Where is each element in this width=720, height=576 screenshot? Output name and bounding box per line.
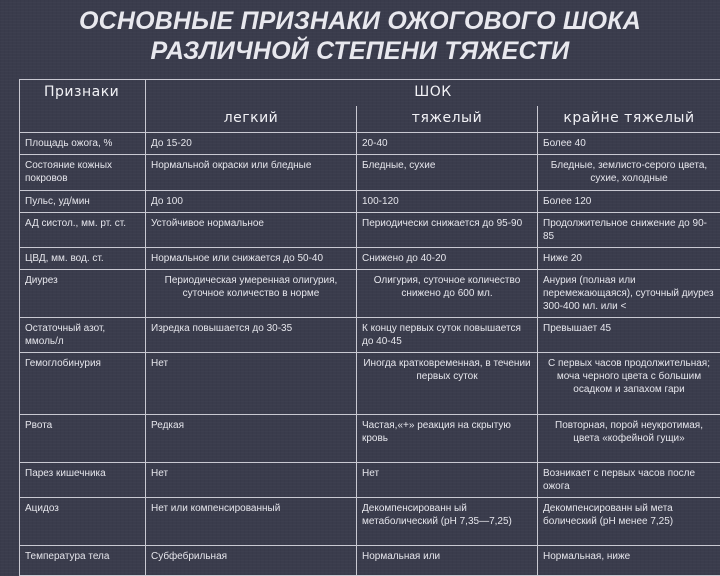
cell-extreme: Нормальная, ниже <box>538 546 720 576</box>
table-row <box>20 191 720 213</box>
table-row <box>20 546 720 576</box>
cell-mild: Изредка повышается до 30-35 <box>146 318 357 353</box>
table-row <box>20 155 720 191</box>
cell-mild: Редкая <box>146 415 357 463</box>
cell-sign: Диурез <box>20 270 146 318</box>
table-row <box>20 415 720 463</box>
cell-extreme: С первых часов продолжительная; моча черного цвета с большим осадком и запахом гари <box>538 353 720 415</box>
cell-mild: До 100 <box>146 191 357 213</box>
title-line-1: ОСНОВНЫЕ ПРИЗНАКИ ОЖОГОВОГО ШОКА <box>0 6 720 36</box>
header-extreme: крайне тяжелый <box>538 106 720 133</box>
cell-extreme: Более 120 <box>538 191 720 213</box>
cell-extreme: Декомпенсированн ый мета болический (pH менее 7,25) <box>538 498 720 546</box>
title-line-2: РАЗЛИЧНОЙ СТЕПЕНИ ТЯЖЕСТИ <box>0 36 720 66</box>
cell-extreme: Возникает с первых часов после ожога <box>538 463 720 498</box>
table-row <box>20 353 720 415</box>
table-row <box>20 133 720 155</box>
cell-severe: Нет <box>357 463 538 498</box>
cell-sign: Температура тела <box>20 546 146 576</box>
cell-mild: Нормальное или снижается до 50-40 <box>146 248 357 270</box>
cell-extreme: Более 40 <box>538 133 720 155</box>
cell-severe: Олигурия, суточное количество снижено до 600 мл. <box>357 270 538 318</box>
cell-sign: Состояние кожных покровов <box>20 155 146 191</box>
cell-mild: Периодическая умеренная олигурия, суточное количество в норме <box>146 270 357 318</box>
table-row <box>20 248 720 270</box>
cell-mild: Нет <box>146 353 357 415</box>
cell-severe: Иногда кратковременная, в течении первых суток <box>357 353 538 415</box>
page-title <box>0 6 720 66</box>
cell-sign: Остаточный азот, ммоль/л <box>20 318 146 353</box>
cell-sign: ЦВД, мм. вод. ст. <box>20 248 146 270</box>
cell-severe: Периодически снижается до 95-90 <box>357 213 538 248</box>
cell-severe: Снижено до 40-20 <box>357 248 538 270</box>
table-row <box>20 270 720 318</box>
cell-sign: Рвота <box>20 415 146 463</box>
cell-sign: Парез кишечника <box>20 463 146 498</box>
cell-mild: Субфебрильная <box>146 546 357 576</box>
cell-mild: Нормальной окраски или бледные <box>146 155 357 191</box>
cell-extreme: Анурия (полная или перемежающаяся), суточный диурез 300-400 мл. или < <box>538 270 720 318</box>
header-severe: тяжелый <box>357 106 538 133</box>
cell-extreme: Превышает 45 <box>538 318 720 353</box>
cell-mild: Нет <box>146 463 357 498</box>
cell-sign: Гемоглобинурия <box>20 353 146 415</box>
cell-extreme: Бледные, землисто-серого цвета, сухие, холодные <box>538 155 720 191</box>
cell-severe: Декомпенсированн ый метаболический (pH 7,35—7,25) <box>357 498 538 546</box>
cell-severe: Частая,«+» реакция на скрытую кровь <box>357 415 538 463</box>
cell-severe: 100-120 <box>357 191 538 213</box>
cell-severe: 20-40 <box>357 133 538 155</box>
cell-mild: До 15-20 <box>146 133 357 155</box>
header-shock: ШОК <box>146 80 720 107</box>
cell-mild: Устойчивое нормальное <box>146 213 357 248</box>
cell-extreme: Ниже 20 <box>538 248 720 270</box>
table-row <box>20 318 720 353</box>
cell-sign: Пульс, уд/мин <box>20 191 146 213</box>
table-row <box>20 213 720 248</box>
table-row <box>20 463 720 498</box>
cell-sign: Ацидоз <box>20 498 146 546</box>
header-mild: легкий <box>146 106 357 133</box>
cell-mild: Нет или компенсированный <box>146 498 357 546</box>
cell-extreme: Повторная, порой неукротимая, цвета «кофейной гущи» <box>538 415 720 463</box>
table-row <box>20 498 720 546</box>
cell-severe: К концу первых суток повышается до 40-45 <box>357 318 538 353</box>
cell-severe: Бледные, сухие <box>357 155 538 191</box>
cell-severe: Нормальная или <box>357 546 538 576</box>
cell-extreme: Продолжительное снижение до 90-85 <box>538 213 720 248</box>
header-signs: Признаки <box>20 80 146 133</box>
cell-sign: АД систол., мм. рт. ст. <box>20 213 146 248</box>
shock-signs-table <box>19 79 720 576</box>
cell-sign: Площадь ожога, % <box>20 133 146 155</box>
